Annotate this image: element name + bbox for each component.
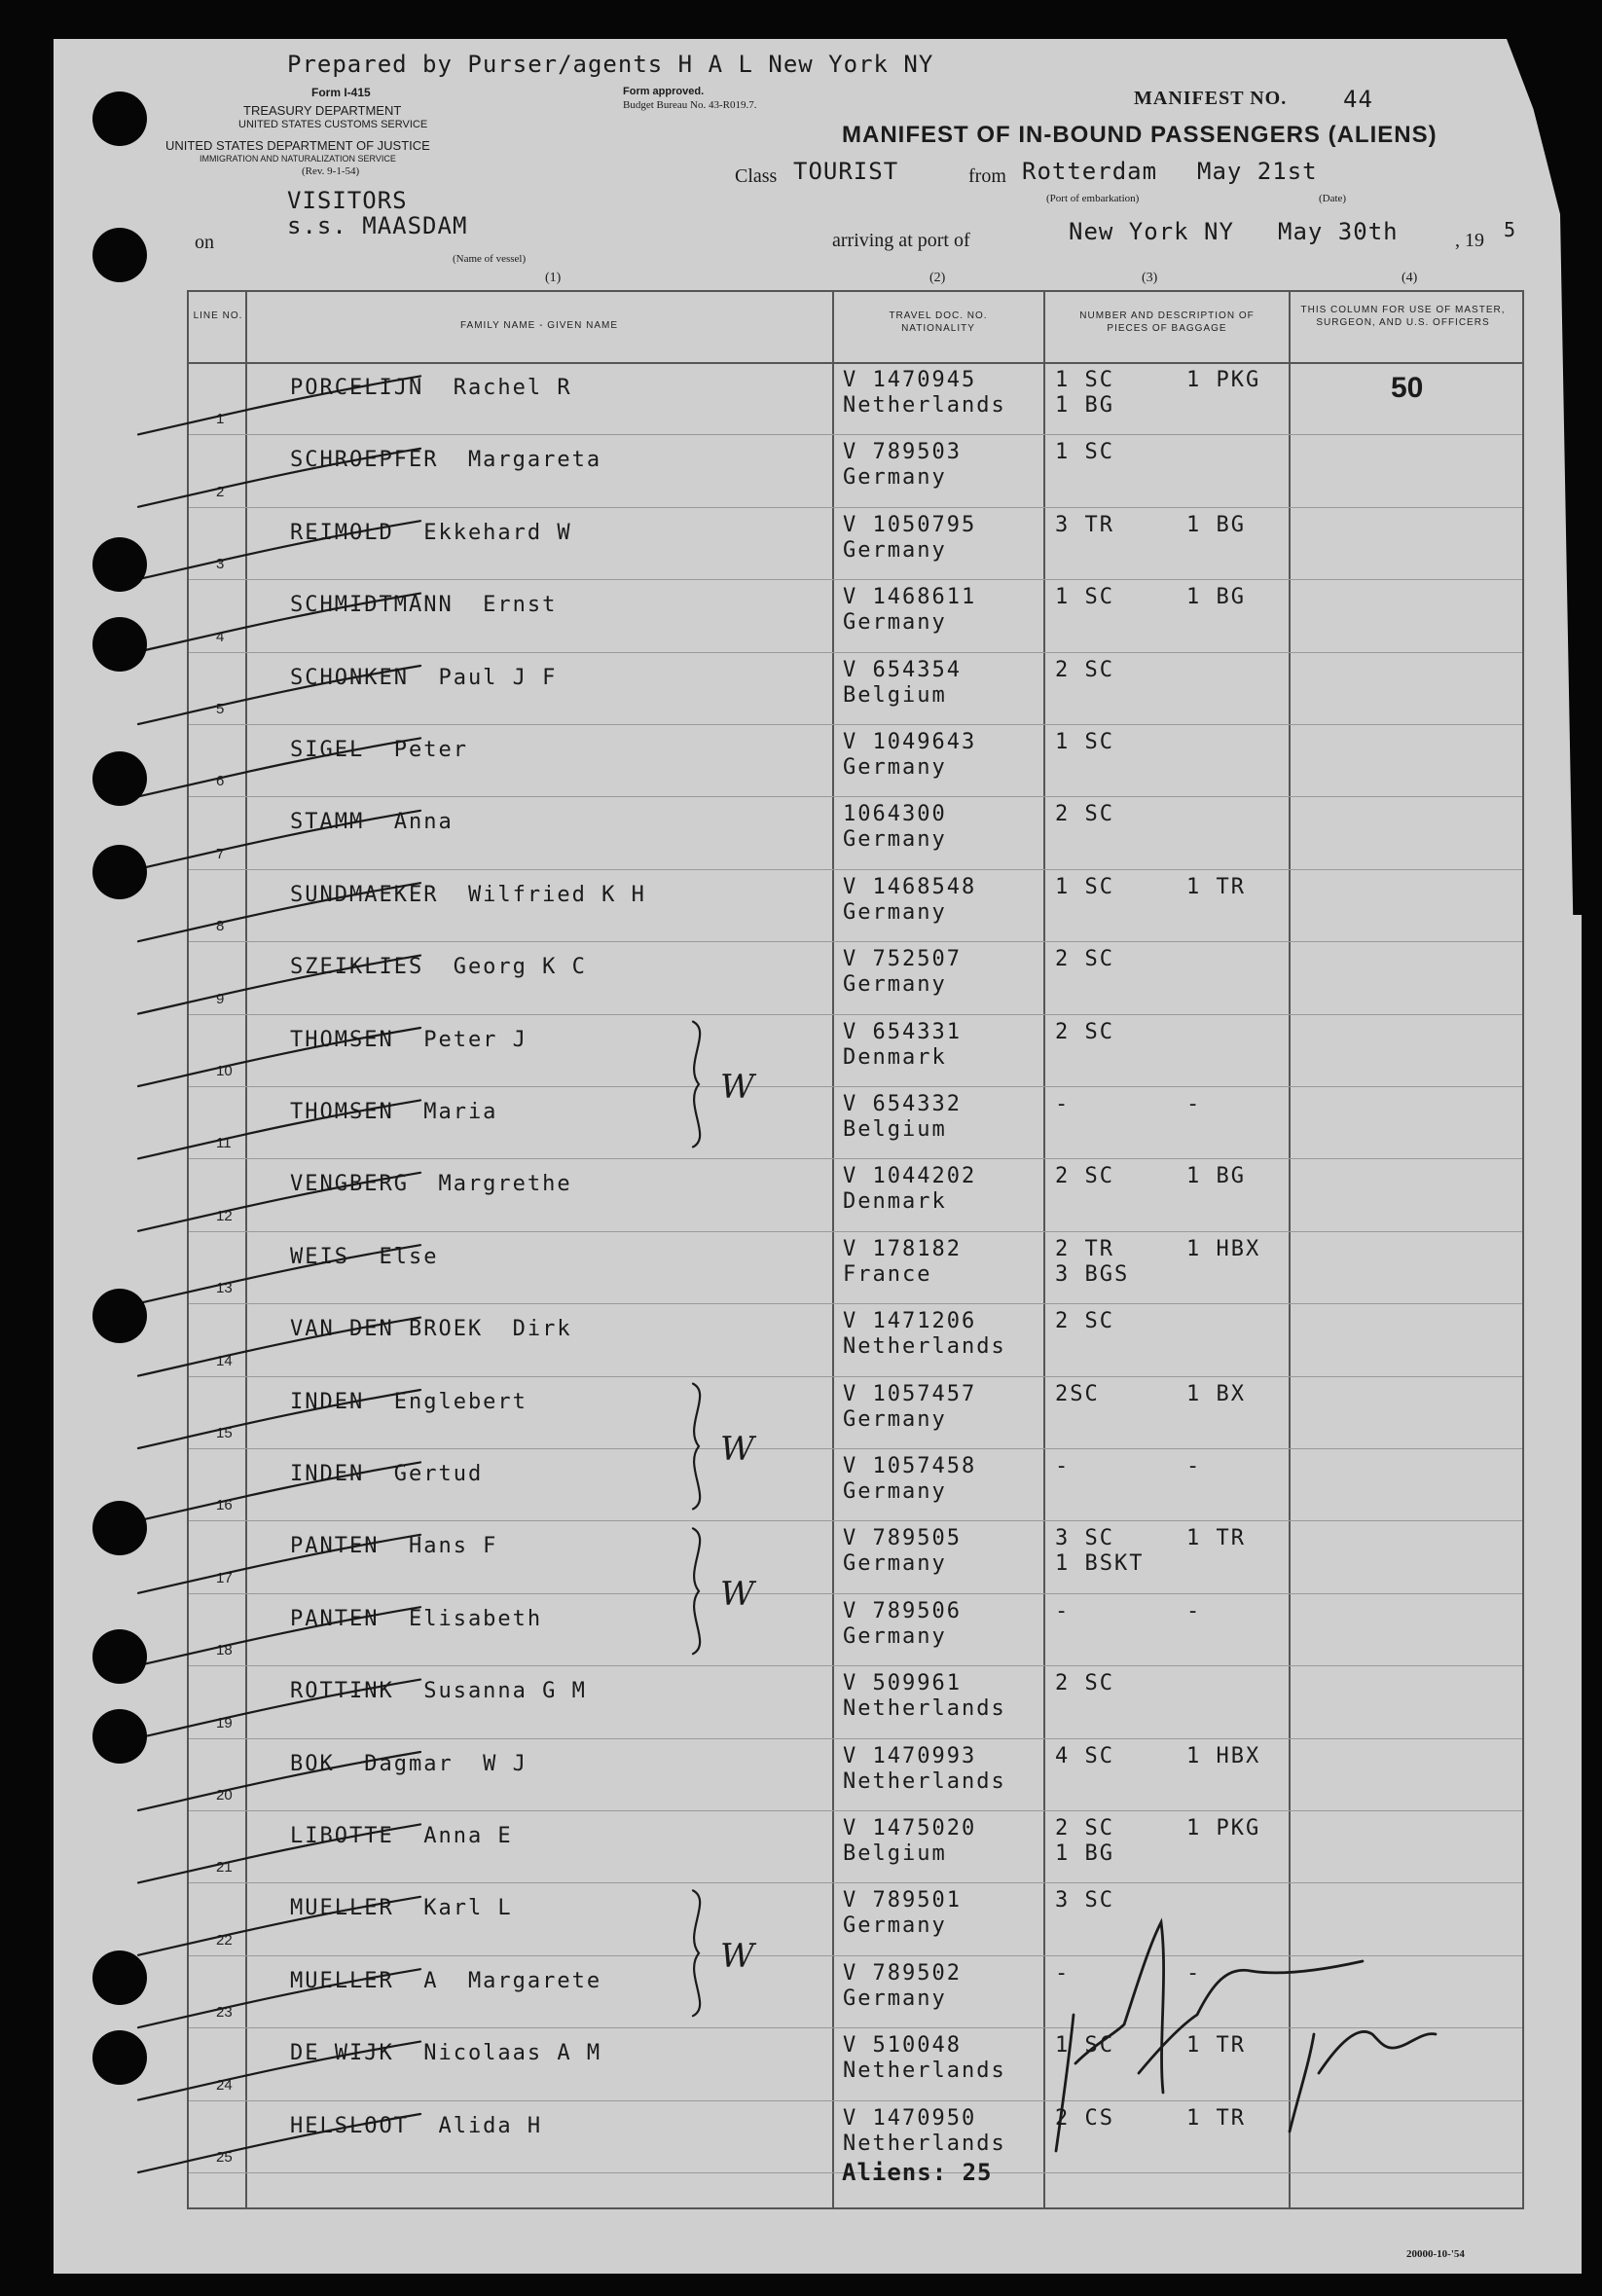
baggage-extra: - [1186,1598,1202,1623]
line-number: 18 [216,1642,233,1659]
punch-hole [92,91,147,146]
immigration-service: IMMIGRATION AND NATURALIZATION SERVICE [200,154,396,164]
table-row [189,1520,1522,1593]
manifest-sheet [54,39,1582,2274]
table-row [189,1376,1522,1449]
baggage-extra: 1 BX [1186,1381,1246,1406]
arrival-port: New York NY [1069,218,1234,245]
line-number: 25 [216,2148,233,2166]
table-row [189,1014,1522,1087]
nationality: Netherlands [843,393,1006,418]
passenger-name: PANTEN Hans F [290,1534,498,1559]
family-mark: W [720,1068,754,1107]
passenger-name: SCHMIDTMANN Ernst [290,593,558,618]
travel-document [843,1092,962,1143]
passenger-name: VENGBERG Margrethe [290,1172,572,1197]
line-number: 10 [216,1062,233,1079]
travel-document [843,875,976,926]
nationality: Belgium [843,682,947,708]
col-2-number: (2) [929,271,946,285]
travel-document [843,1526,962,1577]
travel-doc-number: V 1470993 [843,1743,977,1768]
table-row [189,579,1522,652]
header-baggage: NUMBER AND DESCRIPTION OF PIECES OF BAGGAGE [1079,310,1255,334]
line-number: 12 [216,1207,233,1224]
baggage-pieces: - [1055,1454,1071,1478]
from-label: from [968,165,1006,187]
punch-hole [92,1289,147,1343]
travel-document [843,1744,1006,1795]
line-number: 21 [216,1859,233,1877]
baggage-extra: 1 TR [1186,1526,1246,1551]
baggage-extra: 1 TR [1186,874,1246,899]
table-row [189,1231,1522,1304]
line-number: 3 [216,556,225,573]
baggage-pieces: 2 SC [1055,1164,1114,1189]
nationality: Netherlands [843,1768,1006,1794]
travel-doc-number: V 1468548 [843,874,977,899]
nationality: Denmark [843,1044,947,1070]
table-row [189,1593,1522,1666]
passenger-name: HELSLOOT Alida H [290,2113,543,2138]
travel-document [843,1382,976,1433]
header-name: FAMILY NAME - GIVEN NAME [460,320,618,331]
table-row [189,1665,1522,1738]
line-number: 17 [216,1569,233,1586]
nationality: Denmark [843,1189,947,1215]
line-number: 11 [216,1135,232,1152]
passenger-name: THOMSEN Maria [290,1100,498,1124]
line-number: 8 [216,918,225,935]
embarkation-date: May 21st [1197,158,1318,185]
nationality: Germany [843,1913,947,1939]
baggage-pieces: 2 CS [1055,2105,1114,2131]
passenger-name: ROTTINK Susanna G M [290,1679,587,1704]
travel-document [843,368,1006,419]
baggage-extra: 1 BG [1186,585,1246,610]
table-header [189,292,1522,364]
punch-hole [92,537,147,592]
baggage-pieces: 2 SC 1 BG [1055,1816,1114,1866]
travel-document [843,1454,976,1505]
table-row [189,1882,1522,1955]
baggage-pieces: 1 SC [1055,874,1114,899]
nationality: Germany [843,972,947,998]
travel-doc-number: V 1471206 [843,1309,977,1334]
passenger-name: INDEN Englebert [290,1389,528,1414]
travel-doc-number: V 789505 [843,1526,962,1551]
baggage-pieces: 2 TR 3 BGS [1055,1236,1130,1287]
nationality: Germany [843,827,947,853]
table-row [189,941,1522,1014]
nationality: Germany [843,465,947,491]
baggage-pieces: 1 SC [1055,2033,1114,2059]
line-number: 2 [216,483,225,500]
passenger-name: PORCELIJN Rachel R [290,376,572,400]
baggage-pieces: 1 SC [1055,730,1114,754]
punch-hole [92,228,147,282]
travel-document [843,947,962,998]
table-row [189,434,1522,507]
baggage-pieces: 2 SC [1055,802,1114,827]
nationality: Netherlands [843,1334,1006,1360]
col-4-number: (4) [1402,271,1418,285]
line-number: 5 [216,700,225,717]
travel-document [843,513,976,564]
travel-document [843,1961,962,2012]
family-mark: W [720,1936,754,1976]
line-number: 20 [216,1786,233,1804]
table-row [189,362,1522,435]
passenger-name: SIGEL Peter [290,738,468,762]
baggage-pieces: 1 SC [1055,585,1114,610]
travel-doc-number: V 1470950 [843,2105,977,2131]
form-revision: (Rev. 9-1-54) [302,165,360,177]
manifest-number: 44 [1343,86,1373,113]
baggage-extra: 1 BG [1186,512,1246,537]
line-number: 6 [216,773,225,790]
prepared-by: Prepared by Purser/agents H A L New York NY [287,51,934,78]
treasury-department: TREASURY DEPARTMENT [243,103,402,118]
nationality: Belgium [843,1841,947,1866]
passenger-name: SZEIKLIES Georg K C [290,955,587,980]
line-number: 23 [216,2004,233,2022]
vessel-caption: (Name of vessel) [453,253,527,265]
travel-doc-number: V 789501 [843,1888,962,1913]
baggage-extra: 1 TR [1186,2033,1246,2059]
nationality: Germany [843,610,947,636]
vessel-name: s.s. MAASDAM [287,212,468,239]
travel-document [843,658,962,709]
baggage-pieces: 3 SC 1 BSKT [1055,1526,1145,1577]
baggage-pieces: 4 SC [1055,1743,1114,1768]
travel-doc-number: V 1057457 [843,1381,977,1406]
passenger-name: PANTEN Elisabeth [290,1606,543,1631]
header-officers: THIS COLUMN FOR USE OF MASTER, SURGEON, AND U.S. OFFICERS [1300,305,1506,328]
baggage-pieces: 2 SC [1055,947,1114,972]
passenger-name: MUELLER A Margarete [290,1968,602,1993]
travel-document [843,2033,1006,2084]
aliens-total: Aliens: 25 [842,2159,993,2186]
travel-doc-number: V 178182 [843,1236,962,1261]
nationality: Netherlands [843,2059,1006,2084]
travel-doc-number: V 789506 [843,1598,962,1623]
department-of-justice: UNITED STATES DEPARTMENT OF JUSTICE [165,138,430,153]
baggage-pieces: 3 SC [1055,1888,1114,1913]
baggage-extra: 1 BG [1186,1164,1246,1189]
travel-doc-number: V 789502 [843,1960,962,1986]
travel-document [843,1237,962,1288]
punch-hole [92,845,147,899]
passenger-name: SCHONKEN Paul J F [290,665,558,690]
passenger-name: SUNDMAEKER Wilfried K H [290,882,646,907]
col-1-number: (1) [545,271,562,285]
travel-doc-number: V 654354 [843,657,962,682]
nationality: Germany [843,1623,947,1649]
travel-doc-number: V 789503 [843,440,962,465]
baggage-pieces: 1 SC 1 BG [1055,368,1114,418]
punch-hole [92,751,147,806]
travel-document [843,1816,976,1867]
nationality: Germany [843,1406,947,1432]
table-row [189,796,1522,869]
baggage-extra: 1 PKG [1186,1816,1261,1840]
nationality: Germany [843,755,947,780]
travel-doc-number: V 509961 [843,1671,962,1696]
table-row [189,1303,1522,1376]
manifest-title: MANIFEST OF IN-BOUND PASSENGERS (ALIENS) [842,122,1438,148]
family-mark: W [720,1430,754,1469]
nationality: Germany [843,899,947,925]
passenger-name: INDEN Gertud [290,1462,484,1486]
baggage-pieces: 2 SC [1055,1671,1114,1696]
passenger-name: MUELLER Karl L [290,1896,513,1921]
line-number: 19 [216,1714,233,1731]
baggage-extra: 1 PKG [1186,368,1261,392]
print-code: 20000-10-'54 [1406,2248,1465,2260]
travel-doc-number: V 1044202 [843,1164,977,1189]
family-mark: W [720,1574,754,1614]
baggage-pieces: - [1055,1598,1071,1623]
line-number: 1 [216,411,225,428]
budget-bureau: Budget Bureau No. 43-R019.7. [623,99,757,111]
punch-hole [92,1501,147,1555]
travel-doc-number: V 654331 [843,1019,962,1044]
table-row [189,1448,1522,1521]
header-line-no: LINE NO. [193,310,243,321]
passenger-name: REIMOLD Ekkehard W [290,520,572,545]
table-row [189,1810,1522,1883]
travel-document [843,1671,1006,1722]
officer-note: 50 [1391,372,1424,404]
table-row [189,1738,1522,1811]
col-3-number: (3) [1142,271,1158,285]
nationality: Germany [843,1986,947,2011]
travel-doc-number: 1064300 [843,802,947,827]
table-row [189,2027,1522,2100]
travel-document [843,1888,962,1939]
nationality: Belgium [843,1117,947,1142]
passenger-name: THOMSEN Peter J [290,1027,528,1052]
travel-doc-number: V 510048 [843,2033,962,2059]
travel-doc-number: V 1049643 [843,730,977,754]
travel-document [843,440,962,491]
table-row [189,1158,1522,1231]
line-number: 14 [216,1352,233,1369]
baggage-pieces: - [1055,1092,1071,1116]
manifest-number-label: MANIFEST NO. [1134,88,1288,109]
travel-document [843,1020,962,1071]
travel-doc-number: V 1468611 [843,585,977,610]
nationality: Germany [843,1551,947,1577]
on-label: on [195,232,214,253]
baggage-pieces: 3 TR [1055,512,1114,537]
year-suffix: 5 [1504,218,1517,241]
passenger-table [187,290,1524,2209]
passenger-name: VAN DEN BROEK Dirk [290,1317,572,1342]
table-row [189,507,1522,580]
travel-doc-number: V 1057458 [843,1454,977,1478]
baggage-pieces: 2SC [1055,1381,1100,1406]
passenger-name: WEIS Else [290,1244,439,1269]
baggage-extra: - [1186,1092,1202,1116]
form-number: Form I-415 [311,86,371,99]
punch-hole [92,1629,147,1684]
travel-document [843,1164,976,1215]
nationality: France [843,1261,932,1287]
baggage-pieces: 2 SC [1055,657,1114,682]
travel-document [843,1599,962,1650]
travel-document [843,2106,1006,2157]
punch-hole [92,1950,147,2005]
table-row [189,869,1522,942]
line-number: 13 [216,1280,233,1297]
passenger-name: SCHROEPFER Margareta [290,448,602,473]
line-number: 24 [216,2076,233,2094]
line-number: 9 [216,990,225,1007]
nationality: Germany [843,537,947,563]
table-row [189,724,1522,797]
embarkation-port-caption: (Port of embarkation) [1046,193,1140,204]
passenger-name: STAMM Anna [290,810,454,835]
line-number: 4 [216,628,225,645]
baggage-pieces: - [1055,1960,1071,1986]
travel-doc-number: V 1475020 [843,1816,977,1840]
travel-document [843,802,947,853]
line-number: 15 [216,1424,233,1441]
travel-doc-number: V 654332 [843,1092,962,1116]
table-row [189,1955,1522,2028]
travel-doc-number: V 1050795 [843,512,977,537]
baggage-pieces: 1 SC [1055,440,1114,465]
year-prefix: , 19 [1455,230,1484,251]
passenger-name: LIBOTTE Anna E [290,1824,513,1848]
nationality: Netherlands [843,2131,1006,2156]
passenger-name: BOK Dagmar W J [290,1751,528,1776]
class-label: Class [735,165,778,187]
embarkation-port: Rotterdam [1022,158,1158,185]
arriving-label: arriving at port of [832,230,970,251]
class-value: TOURIST [793,158,899,185]
baggage-extra: 1 HBX [1186,1743,1261,1768]
travel-document [843,730,976,781]
passenger-name: DE WIJK Nicolaas A M [290,2041,602,2066]
baggage-extra: 1 HBX [1186,1236,1261,1261]
nationality: Netherlands [843,1696,1006,1722]
baggage-extra: - [1186,1960,1202,1986]
nationality: Germany [843,1479,947,1504]
punch-hole [92,2030,147,2085]
line-number: 7 [216,845,225,862]
form-approved: Form approved. [623,86,705,97]
travel-doc-number: V 752507 [843,947,962,972]
baggage-extra: 1 TR [1186,2105,1246,2131]
visitors-label: VISITORS [287,187,408,214]
table-row [189,1086,1522,1159]
line-number: 16 [216,1497,233,1514]
header-travel-doc: TRAVEL DOC. NO. NATIONALITY [889,310,988,334]
customs-service: UNITED STATES CUSTOMS SERVICE [238,119,428,130]
travel-document [843,585,976,636]
punch-hole [92,617,147,672]
punch-hole [92,1709,147,1764]
baggage-pieces: 2 SC [1055,1019,1114,1044]
travel-document [843,1309,1006,1360]
table-row [189,652,1522,725]
line-number: 22 [216,1931,233,1949]
baggage-pieces: 2 SC [1055,1309,1114,1334]
arrival-date: May 30th [1278,218,1399,245]
date-caption: (Date) [1319,193,1347,204]
travel-doc-number: V 1470945 [843,368,977,392]
baggage-extra: - [1186,1454,1202,1478]
